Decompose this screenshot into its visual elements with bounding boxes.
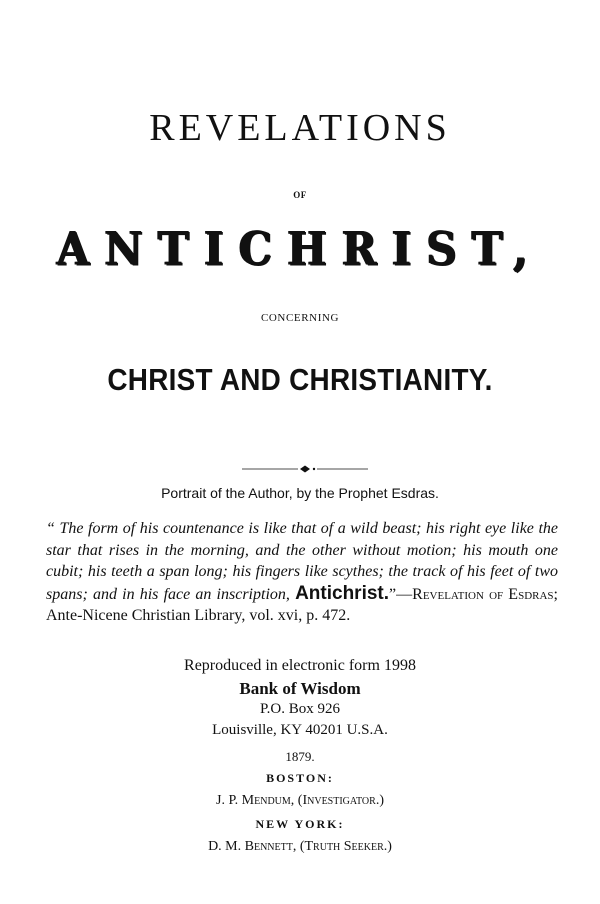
- title-of: OF: [293, 190, 307, 200]
- quote-antichrist-word: Antichrist.: [295, 582, 390, 604]
- quote-text: “ The form of his countenance is like that of a wild beast; his right eye like the star that rises in the morning, and the other without motion; his mouth one cubit; his teeth a span long; his fingers like scythes; the track of his feet of two spans; and in his face an inscription,: [46, 520, 558, 603]
- reproduction-city: Louisville, KY 40201 U.S.A.: [212, 722, 388, 738]
- portrait-heading: Portrait of the Author, by the Prophet Esdras.: [161, 485, 439, 501]
- quote-source-rest: ; Ante-Nicene Christian Library, vol. xvi, p. 472.: [46, 585, 558, 624]
- imprint-year: 1879.: [285, 749, 315, 764]
- reproduction-po-box: P.O. Box 926: [259, 701, 341, 717]
- title-concerning: CONCERNING: [260, 312, 340, 324]
- reproduction-org: Bank of Wisdom: [239, 679, 361, 698]
- imprint-publisher-bennett: D. M. Bennett, (Truth Seeker.): [208, 839, 392, 854]
- title-subject: CHRIST AND CHRISTIANITY.: [107, 362, 493, 397]
- divider-dot: [313, 468, 315, 470]
- quote-source-title: Revelation of Esdras: [412, 585, 554, 603]
- reproduction-note: Reproduced in electronic form 1998: [184, 657, 416, 674]
- book-title: REVELATIONS: [149, 107, 451, 149]
- title-antichrist: ANTICHRIST,: [56, 221, 544, 276]
- ornamental-divider: [242, 464, 368, 474]
- imprint-city-new-york: NEW YORK:: [255, 817, 345, 831]
- imprint-publisher-mendum: J. P. Mendum, (Investigator.): [216, 793, 384, 808]
- divider-diamond: [300, 466, 310, 473]
- quote-close: ”—: [389, 585, 413, 603]
- esdras-quote: [46, 518, 558, 627]
- imprint-city-boston: BOSTON:: [266, 771, 334, 785]
